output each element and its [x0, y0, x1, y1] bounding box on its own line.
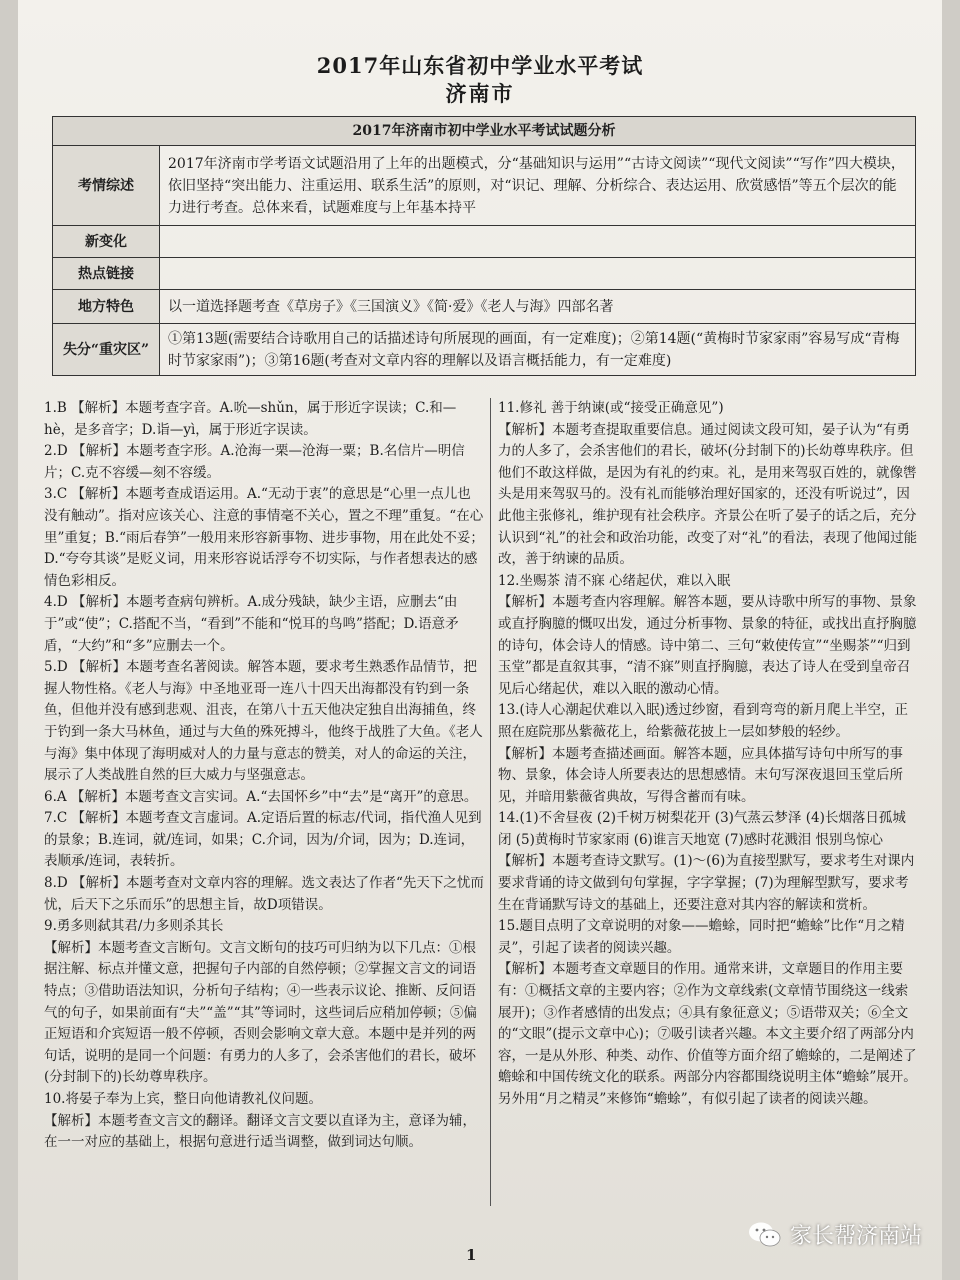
answer-item: 【解析】本题考查诗文默写。(1)～(6)为直接型默写，要求考生对课内要求背诵的诗文做到句句掌握，字字掌握；(7)为理解型默写，要求考生在背诵默写诗文的基础上，还要注意对其内容的解读和赏析。: [498, 853, 915, 913]
answer-item: 4.D 【解析】本题考查病句辨析。A.成分残缺，缺少主语，应删去“由于”或“使”；C.搭配不当，“看到”不能和“悦耳的鸟鸣”搭配；D.语意矛盾，“大约”和“多”应删去一个。: [44, 594, 459, 654]
answer-item: 【解析】本题考查内容理解。解答本题，要从诗歌中所写的事物、景象或直抒胸臆的慨叹出发，通过分析事物、景象的特征，或找出直抒胸臆的诗句，体会诗人的情感。诗中第二、三句“敕使传宣”“坐赐茶”“归到玉堂”都是直叙其事，“清不寐”则直抒胸臆，表达了诗人在受到皇帝召见后心绪起伏，难以入眠的激动心情。: [498, 594, 917, 697]
row-text-new-changes: [160, 226, 916, 258]
answer-item: 14.(1)不舍昼夜 (2)千树万树梨花开 (3)气蒸云梦泽 (4)长烟落日孤城闭 (5)黄梅时节家家雨 (6)谁言天地宽 (7)感时花溅泪 恨别鸟惊心: [498, 810, 906, 848]
exam-city: 济南市: [445, 81, 515, 106]
answer-item: 13.(诗人心潮起伏难以入眠)透过纱窗，看到弯弯的新月爬上半空，正照在庭院那丛紫薇花上，给紫薇花披上一层如梦般的轻纱。: [498, 702, 909, 740]
answers-left-column: [44, 398, 484, 1154]
answer-item: 【解析】本题考查提取重要信息。通过阅读文段可知，晏子认为“有勇力的人多了，会杀害他们的君长，破坏(分封制下的)长幼尊卑秩序。但他们不敢这样做，是因为有礼的约束。礼，是用来驾驭百姓的，就像辔头是用来驾驭马的。没有礼而能够治理好国家的，还没有听说过”，因此他主张修礼，维护现有社会秩序。齐景公在听了晏子的话之后，充分认识到“礼”的社会和政治功能，改变了对“礼”的看法，表现了他闻过能改，善于纳谏的品质。: [498, 421, 918, 568]
answer-item: 9.勇多则弑其君/力多则杀其长: [44, 918, 224, 935]
answer-item: 8.D 【解析】本题考查对文章内容的理解。选文表达了作者“先天下之忧而忧，后天下之乐而乐”的思想主旨，故D项错误。: [44, 875, 484, 913]
answer-item: 7.C 【解析】本题考查文言虚词。A.定语后置的标志/代词，指代渔人见到的景象；B.连词，就/连词，如果；C.介词，因为/介词，因为；D.连词，表顺承/连词，表转折。: [44, 810, 482, 870]
answer-item: 【解析】本题考查文言断句。文言文断句的技巧可归纳为以下几点：①根据注解、标点并懂文意，把握句子内部的自然停顿；②掌握文言文的词语特点；③借助语法知识，分析句子结构；④一些表示议论、推断、反问语气的句子，如果前面有“夫”“盖”“其”等词时，这些词后应稍加停顿；⑤偏正短语和介宾短语一般不停顿，否则会影响文章大意。本题中是并列的两句话，说明的是同一个问题：有勇力的人多了，会杀害他们的君长，破坏(分封制下的)长幼尊卑秩序。: [44, 939, 477, 1086]
answer-item: 12.坐赐茶 清不寐 心绪起伏，难以入眠: [498, 572, 731, 589]
answer-item: 10.将晏子奉为上宾，整日向他请教礼仪问题。: [44, 1091, 322, 1107]
exam-title: 2017年山东省初中学业水平考试: [316, 53, 644, 78]
row-label-new-changes: 新变化: [53, 226, 160, 258]
answer-item: 【解析】本题考查文言文的翻译。翻译文言文要以直译为主，意译为辅，在一一对应的基础上，根据句意进行适当调整，做到词达句顺。: [44, 1112, 476, 1151]
watermark-text: 家长帮济南站: [789, 1224, 922, 1249]
row-text-overview: 2017年济南市学考语文试题沿用了上年的出题模式，分“基础知识与运用”“古诗文阅读”“现代文阅读”“写作”四大模块，依旧坚持“突出能力、注重运用、联系生活”的原则，对“识记、理解、分析综合、表达运用、欣赏感悟”等五个层次的能力进行考查。总体来看，试题难度与上年基本持平: [160, 146, 916, 226]
row-label-overview: 考情综述: [53, 146, 160, 226]
answers-right-column: [498, 398, 918, 1111]
answer-item: 3.C 【解析】本题考查成语运用。A.“无动于衷”的意思是“心里一点儿也没有触动”。指对应该关心、注意的事情毫不关心，置之不理”重复。“在心里”重复；B.“雨后春笋”一般用来形容新事物、进步事物，用在此处不妥；D.“夸夸其谈”是贬义词，用来形容说话浮夸不切实际，与作者想表达的感情色彩相反。: [44, 486, 484, 589]
answer-item: 15.题目点明了文章说明的对象——蟾蜍，同时把“蟾蜍”比作“月之精灵”，引起了读者的阅读兴趣。: [498, 918, 905, 956]
answer-item: 【解析】本题考查文章题目的作用。通常来讲，文章题目的作用主要有：①概括文章的主要内容；②作为文章线索(文章情节围绕这一线索展开)；③作者感情的出发点；④具有象征意义；⑤语带双关；⑥全文的“文眼”(提示文章中心)；⑦吸引读者兴趣。本文主要介绍了两部分内容，一是从外形、种类、动作、价值等方面介绍了蟾蜍的，二是阐述了蟾蜍和中国传统文化的联系。两部分内容都围绕说明主体“蟾蜍”展开。另外用“月之精灵”来修饰“蟾蜍”，有似引起了读者的阅读兴趣。: [498, 961, 917, 1107]
row-text-local-features: 以一道选择题考查《草房子》《三国演义》《简·爱》《老人与海》四部名著: [160, 290, 916, 324]
row-label-trouble-spots: 失分“重灾区”: [53, 324, 160, 376]
analysis-table: [52, 116, 916, 376]
answer-item: 2.D 【解析】本题考查字形。A.沧海一栗—沧海一粟；B.名信片—明信片；C.克不容缓—刻不容缓。: [44, 443, 465, 481]
page-number: 1: [466, 1246, 477, 1264]
row-label-local-features: 地方特色: [53, 290, 160, 324]
row-text-trouble-spots: ①第13题(需要结合诗歌用自己的话描述诗句所展现的画面，有一定难度)；②第14题(“黄梅时节家家雨”容易写成“青梅时节家家雨”)；③第16题(考查对文章内容的理解以及语言概括能力，有一定难度): [160, 324, 916, 376]
watermark: [748, 1219, 922, 1250]
answer-item: 5.D 【解析】本题考查名著阅读。解答本题，要求考生熟悉作品情节，把握人物性格。《老人与海》中圣地亚哥一连八十四天出海都没有钓到一条鱼，但他并没有感到悲观、沮丧，在第八十五天他决定独自出海捕鱼，终于钓到一条大马林鱼，通过与大鱼的殊死搏斗，他终于战胜了大鱼。《老人与海》集中体现了海明威对人的力量与意志的赞美，对人的命运的关注，展示了人类战胜自然的巨大威力与坚强意志。: [44, 659, 483, 784]
analysis-table-header: 2017年济南市初中学业水平考试试题分析: [53, 117, 916, 146]
answer-item: 11.修礼 善于纳谏(或“接受正确意见”): [498, 400, 724, 416]
row-label-hot-topics: 热点链接: [53, 258, 160, 290]
answer-item: 1.B 【解析】本题考查字音。A.吮—shǔn，属于形近字误读；C.和—hè，是多音字；D.诣—yì，属于形近字误读。: [44, 400, 457, 438]
wechat-icon: [748, 1221, 782, 1249]
answer-item: 6.A 【解析】本题考查文言实词。A.“去国怀乡”中“去”是“离开”的意思。: [44, 788, 478, 805]
exam-page: [18, 0, 942, 1280]
row-text-hot-topics: [160, 258, 916, 290]
answer-item: 【解析】本题考查描述画面。解答本题，应具体描写诗句中所写的事物、景象，体会诗人所要表达的思想感情。末句写深夜退回玉堂后所见，并暗用紫薇省典故，写得含蓄而有味。: [498, 745, 903, 805]
column-divider: [490, 398, 491, 1206]
